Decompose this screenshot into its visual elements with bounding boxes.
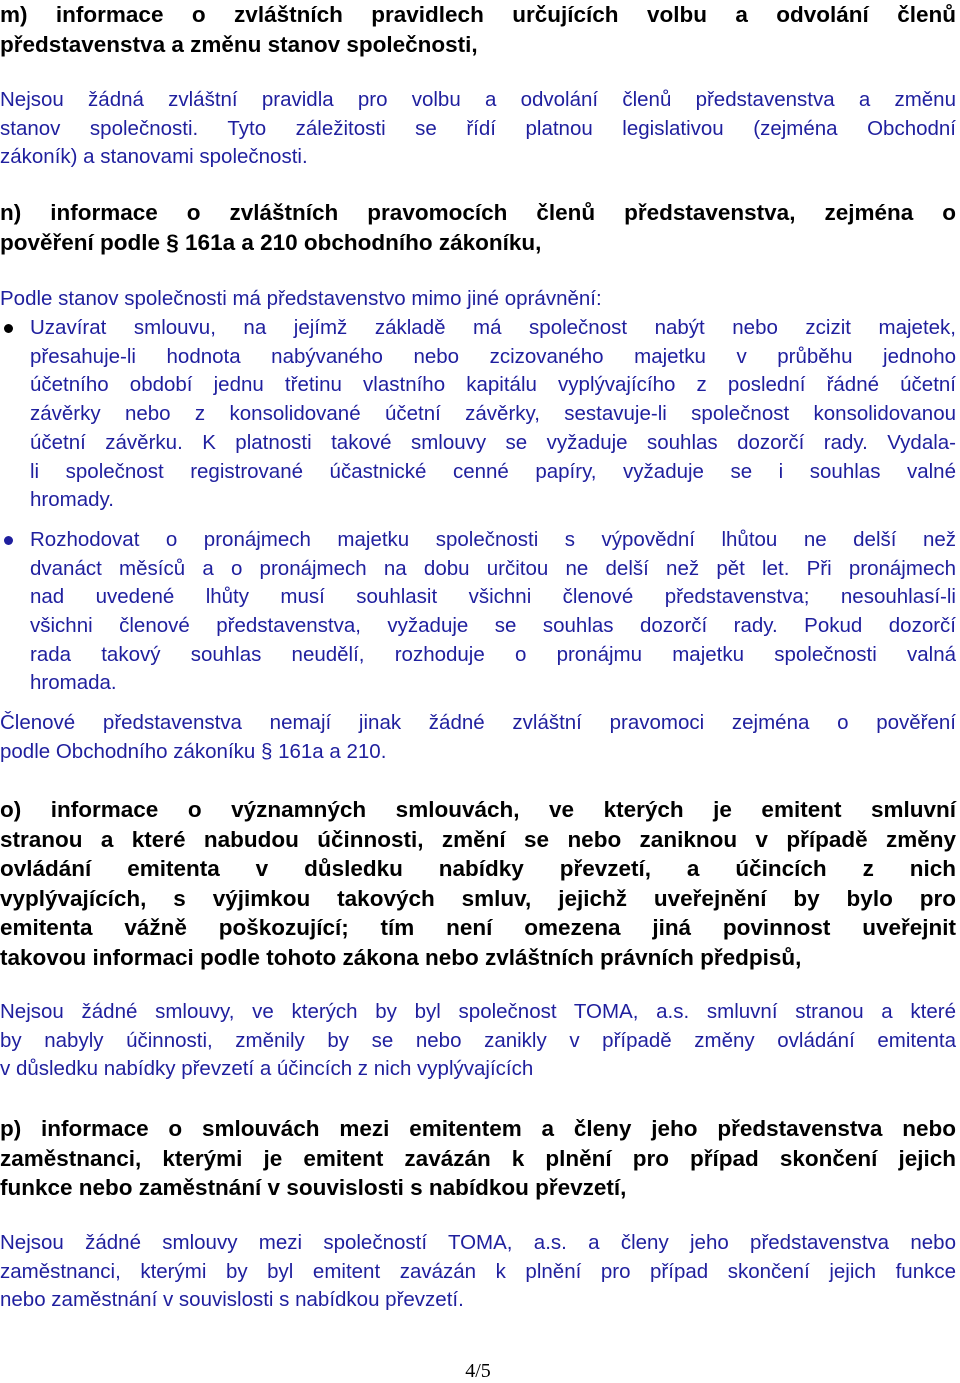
page-number: 4/5 — [465, 1360, 491, 1382]
heading-line: o) informace o významných smlouvách, ve kterých je emitent smluvní — [0, 797, 956, 822]
list-item-line: hromada. — [30, 671, 117, 695]
body-line: Nejsou žádná zvláštní pravidla pro volbu a odvolání členů představenstva a změnu — [0, 88, 956, 111]
list-item — [0, 526, 956, 698]
list-item-line: dvanáct měsíců a o pronájmech na dobu určitou ne delší než pět let. Při pronájmech — [30, 556, 956, 580]
body-line: by nabyly účinnosti, změnily by se nebo zanikly v případě změny ovládání emitenta — [0, 1028, 956, 1052]
list-item-line: přesahuje-li hodnota nabývaného nebo zcizovaného majetku v průběhu jednoho — [30, 344, 956, 368]
section-m-body — [0, 86, 956, 172]
list-item-line: závěrky nebo z konsolidované účetní závěrky, sestavuje-li společnost konsolidovanou — [30, 402, 956, 426]
section-o-body — [0, 998, 956, 1084]
list-item-line: li společnost registrované účastnické cenné papíry, vyžaduje se i souhlas valné — [30, 459, 956, 483]
section-n-heading — [0, 198, 956, 257]
heading-line: emitenta vážně poškozující; tím není omezena jiná povinnost uveřejnit — [0, 915, 956, 940]
section-p-heading — [0, 1114, 956, 1203]
body-line: Nejsou žádné smlouvy, ve kterých by byl společnost TOMA, a.s. smluvní stranou a které — [0, 1000, 956, 1023]
body-line: Členové představenstva nemají jinak žádné zvláštní pravomoci zejména o pověření — [0, 711, 956, 734]
heading-line: zaměstnanci, kterými je emitent zavázán k plnění pro případ skončení jejich — [0, 1145, 956, 1171]
body-line: zákoník) a stanovami společnosti. — [0, 145, 308, 169]
body-line: zaměstnanci, kterými by byl emitent zavázán k plnění pro případ skončení jejich funkce — [0, 1259, 956, 1283]
heading-line: ovládání emitenta v důsledku nabídky převzetí, a účincích z nich — [0, 856, 956, 881]
heading-line: n) informace o zvláštních pravomocích členů představenstva, zejména o — [0, 200, 956, 225]
heading-line: pověření podle § 161a a 210 obchodního zákoníku, — [0, 229, 542, 255]
heading-line: takovou informaci podle tohoto zákona nebo zvláštních právních předpisů, — [0, 944, 802, 970]
section-o-heading — [0, 795, 956, 972]
list-item-line: účetního období jednu třetinu vlastního kapitálu vyplývajícího z poslední řádné účetní — [30, 373, 956, 397]
heading-line: stranou a které nabudou účinnosti, změní se nebo zaniknou v případě změny — [0, 826, 956, 852]
body-line: podle Obchodního zákoníku § 161a a 210. — [0, 739, 387, 763]
heading-line: funkce nebo zaměstnání v souvislosti s nabídkou převzetí, — [0, 1175, 627, 1200]
list-item-line: rada takový souhlas neudělí, rozhoduje o pronájmu majetku společnosti valná — [30, 642, 956, 666]
bullet-icon — [4, 536, 13, 545]
body-line: stanov společnosti. Tyto záležitosti se řídí platnou legislativou (zejména Obchodní — [0, 116, 956, 140]
list-item-line: nad uvedené lhůty musí souhlasit všichni členové představenstva; nesouhlasí-li — [30, 585, 956, 609]
body-line: v důsledku nabídky převzetí a účincích z nich vyplývajících — [0, 1057, 534, 1081]
bullet-icon — [4, 324, 13, 333]
section-m-heading — [0, 0, 956, 59]
heading-line: p) informace o smlouvách mezi emitentem a členy jeho představenstva nebo — [0, 1116, 956, 1141]
section-n-intro — [0, 285, 956, 314]
heading-line: vyplývajících, s výjimkou takových smluv, jejichž uveřejnění by bylo pro — [0, 885, 956, 911]
list-item-line: Uzavírat smlouvu, na jejímž základě má společnost nabýt nebo zcizit majetek, — [30, 316, 956, 339]
list-item — [0, 314, 956, 515]
section-p-body — [0, 1229, 956, 1315]
list-item-line: účetní závěrku. K platnosti takové smlouvy se vyžaduje souhlas dozorčí rady. Vydala- — [30, 430, 956, 454]
heading-line: představenstva a změnu stanov společnosti, — [0, 31, 478, 57]
section-n-closing — [0, 709, 956, 766]
body-line: nebo zaměstnání v souvislosti s nabídkou převzetí. — [0, 1288, 464, 1312]
list-item-line: všichni členové představenstva, vyžaduje se souhlas dozorčí rady. Pokud dozorčí — [30, 614, 956, 638]
list-item-line: Rozhodovat o pronájmech majetku společnosti s výpovědní lhůtou ne delší než — [30, 527, 956, 551]
list-item-line: hromady. — [30, 488, 114, 512]
intro-text: Podle stanov společnosti má představenstvo mimo jiné oprávnění: — [0, 287, 602, 310]
body-line: Nejsou žádné smlouvy mezi společností TOMA, a.s. a členy jeho představenstva nebo — [0, 1231, 956, 1254]
heading-line: m) informace o zvláštních pravidlech určujících volbu a odvolání členů — [0, 2, 956, 27]
authority-list — [0, 314, 956, 698]
